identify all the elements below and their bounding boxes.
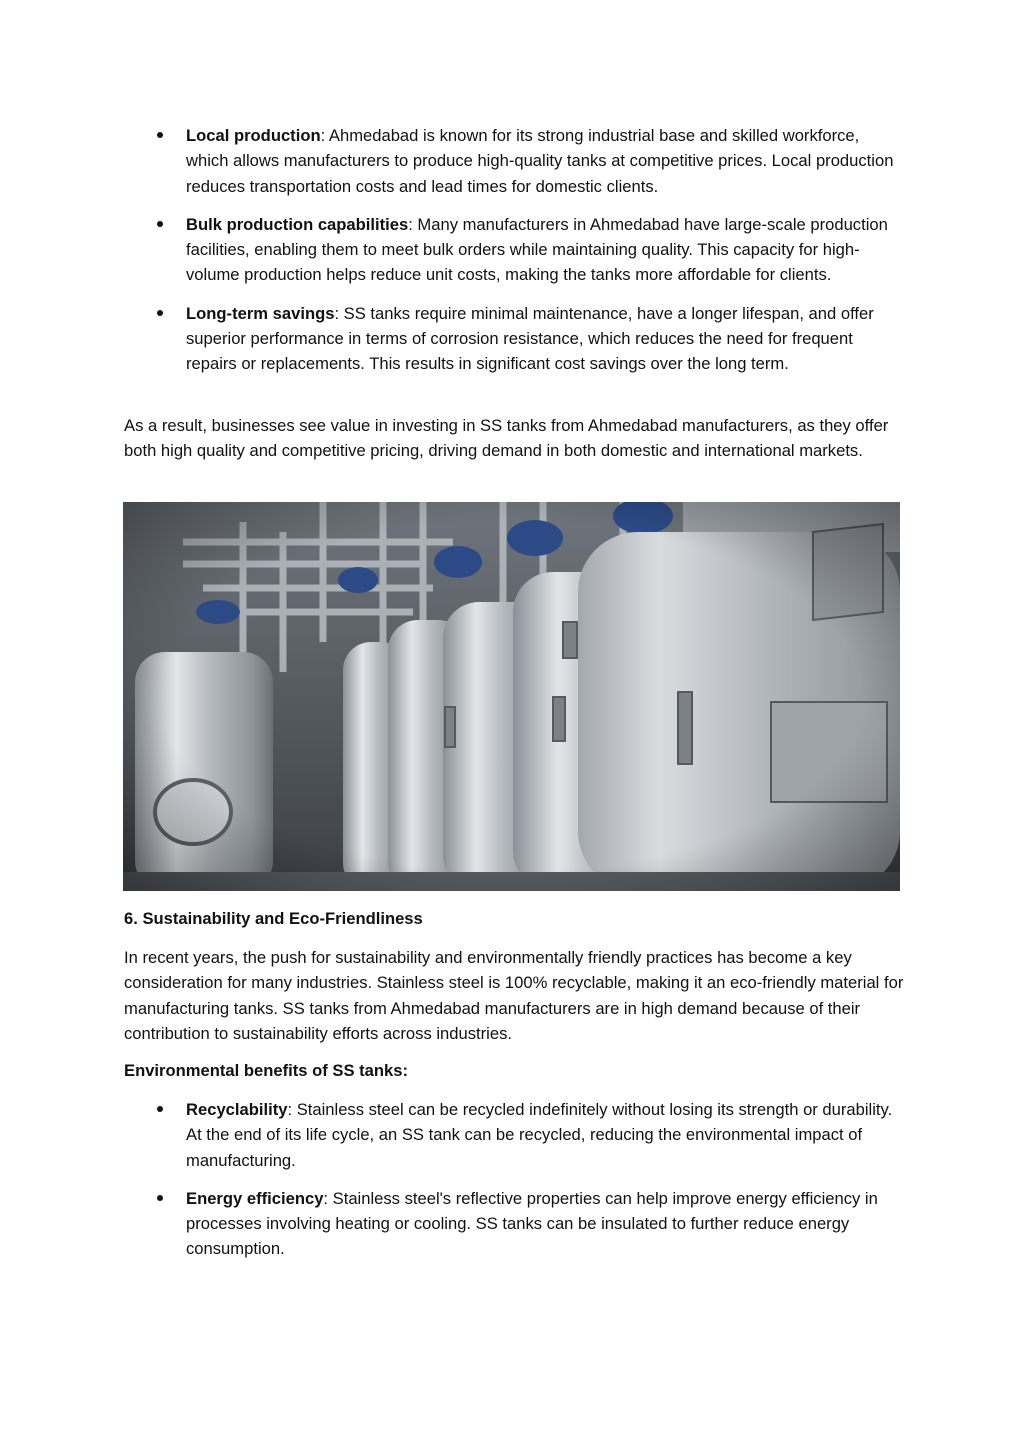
list-item bbox=[0, 212, 1023, 288]
list-item-term: Recyclability bbox=[186, 1100, 288, 1119]
list-item-term: Local production bbox=[186, 126, 321, 145]
list-item-text: : Ahmedabad is known for its strong industrial base and skilled workforce, which allows manufacturers to produce high-quality tanks at competitive prices. Local production reduces transportation costs and lead times for domestic clients. bbox=[186, 126, 894, 196]
list-item-text: : Stainless steel's reflective properties can help improve energy efficiency in processes involving heating or cooling. SS tanks can be insulated to further reduce energy consumption. bbox=[186, 1188, 878, 1259]
list-item bbox=[0, 1186, 1023, 1262]
result-paragraph: As a result, businesses see value in investing in SS tanks from Ahmedabad manufacturers, as they offer both high quality and competitive pricing, driving demand in both domestic and international markets. bbox=[124, 416, 889, 461]
list-item-text: : Stainless steel can be recycled indefinitely without losing its strength or durability. At the end of its life cycle, an SS tank can be recycled, reducing the environmental impact of manufacturing. bbox=[186, 1100, 893, 1170]
bullet-icon bbox=[157, 1195, 163, 1201]
list-item bbox=[0, 301, 1023, 377]
bullet-icon bbox=[157, 310, 163, 316]
bullet-icon bbox=[157, 1106, 163, 1112]
bullet-icon bbox=[157, 132, 163, 138]
list-item-text: : Many manufacturers in Ahmedabad have large-scale production facilities, enabling them to meet bulk orders while maintaining quality. This capacity for high-volume production helps reduce unit costs, making the tanks more affordable for clients. bbox=[186, 214, 888, 285]
list-item bbox=[0, 1097, 1023, 1173]
bullet-icon bbox=[157, 221, 163, 227]
list-item-text: : SS tanks require minimal maintenance, have a longer lifespan, and offer superior performance in terms of corrosion resistance, which reduces the need for frequent repairs or replacements. This results in significant cost savings over the long term. bbox=[186, 303, 874, 374]
benefits-heading: Environmental benefits of SS tanks: bbox=[124, 1061, 408, 1080]
list-item-term: Energy efficiency bbox=[186, 1188, 324, 1208]
environmental-benefits-list bbox=[0, 1097, 1023, 1262]
list-item bbox=[0, 123, 1023, 199]
cost-benefits-list bbox=[0, 123, 1023, 377]
stainless-steel-tanks-photo bbox=[123, 502, 900, 891]
section-heading: 6. Sustainability and Eco-Friendliness bbox=[124, 909, 423, 928]
section-paragraph: In recent years, the push for sustainability and environmentally friendly practices has become a key consideration for many industries. Stainless steel is 100% recyclable, making it an eco-friendly material for manufacturing tanks. SS tanks from Ahmedabad manufacturers are in high demand because of their contribution to sustainability efforts across industries. bbox=[124, 948, 904, 1043]
list-item-term: Bulk production capabilities bbox=[186, 214, 409, 234]
list-item-term: Long-term savings bbox=[186, 303, 335, 323]
